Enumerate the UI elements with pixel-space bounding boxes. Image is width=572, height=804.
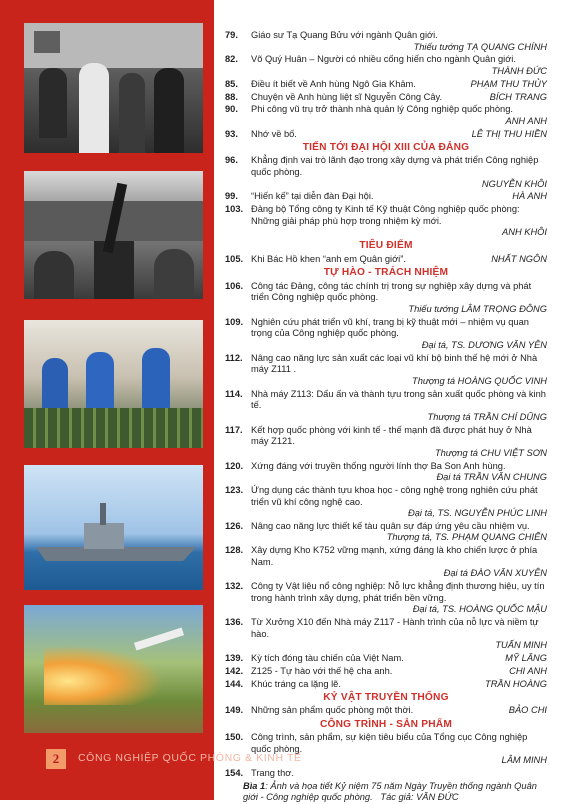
cover-credit <box>243 781 547 804</box>
left-photo-column <box>0 0 214 800</box>
list-item[interactable]: 117. Kết hợp quốc phòng với kinh tế - thế mạnh đã được phát huy ở Nhà máy Z121. Thượng tá CHU VIỆT SƠN <box>225 424 547 458</box>
list-item[interactable]: 154. Trang thơ. <box>225 768 294 779</box>
section-heading: CÔNG TRÌNH - SẢN PHẨM <box>319 718 453 730</box>
photo-workers-with-bottles <box>24 320 203 448</box>
list-item[interactable]: 93. LÊ THỊ THU HIỀN Nhớ về bố. <box>225 128 547 139</box>
photo-warship <box>24 465 203 590</box>
list-item[interactable]: 136. Từ Xưởng X10 đến Nhà máy Z117 - Hành trình của nỗ lực và niềm tự hào. TUẤN MINH <box>225 617 547 651</box>
cover-author: Tác giả: VĂN ĐỨC <box>380 792 459 803</box>
photo-ho-chi-minh-with-workers <box>24 23 203 153</box>
list-item[interactable]: 128. Xây dựng Kho K752 vững mạnh, xứng đáng là kho chiến lược ở phía Nam. Đại tá ĐÀO VĂN XUYÊN <box>225 545 547 579</box>
table-of-contents <box>225 30 547 804</box>
list-item[interactable]: 132. Công ty Vật liệu nổ công nghiệp: Nỗ lực khẳng định thương hiệu, uy tín trong hành trình xây dựng, phát triển bền vững. Đại tá, TS. HOÀNG QUỐC MẬU <box>225 581 547 615</box>
list-item[interactable]: 103. Đảng bộ Tổng công ty Kinh tế Kỹ thuật Công nghiệp quốc phòng: Những giải pháp phù hợp trong nhiệm kỳ mới. ANH KHÔI <box>225 204 547 238</box>
list-item[interactable]: 142. CHI ANH Z125 - Tự hào với thế hệ cha anh. <box>225 665 547 676</box>
list-item[interactable]: 79. Giáo sư Tạ Quang Bửu với ngành Quân giới. Thiếu tướng TẠ QUANG CHÍNH <box>225 30 547 52</box>
photo-missile-launch <box>24 605 203 733</box>
list-item[interactable]: 149. BẢO CHI Những sản phẩm quốc phòng một thời. <box>225 705 547 716</box>
list-item[interactable]: 90. Phi công vũ trụ trở thành nhà quản lý Công nghiệp quốc phòng. ANH ANH <box>225 104 547 126</box>
list-item[interactable]: 144. TRẦN HOÀNG Khúc tráng ca lặng lẽ. <box>225 678 547 689</box>
cover-text: : Ảnh và họa tiết Kỷ niệm 75 năm Ngày Truyền thống ngành Quân giới - Công nghiệp quốc phòng. <box>243 780 537 803</box>
list-item[interactable]: 105. NHẤT NGÔN Khi Bác Hồ khen “anh em Quân giới”. <box>225 254 547 264</box>
page-number: 2 <box>46 749 66 769</box>
list-item[interactable]: 96. Khẳng định vai trò lãnh đạo trong xây dựng và phát triển Công nghiệp quốc phòng. NGUYỄN KHÔI <box>225 155 547 189</box>
section-heading: TIẾN TỚI ĐẠI HỘI XIII CỦA ĐẢNG <box>302 141 470 153</box>
list-item[interactable]: 99. HÀ ANH “Hiến kế” tại diễn đàn Đại hội. <box>225 191 547 202</box>
list-item[interactable]: 120. Xứng đáng với truyền thống người lính thợ Ba Son Anh hùng. Đại tá TRẦN VĂN CHUNG <box>225 460 547 483</box>
list-item[interactable]: 139. MỸ LĂNG Kỳ tích đóng tàu chiến của Việt Nam. <box>225 653 547 664</box>
section-heading: TỰ HÀO - TRÁCH NHIỆM <box>323 267 449 279</box>
magazine-name: CÔNG NGHIỆP QUỐC PHÒNG & KINH TẾ <box>78 752 302 764</box>
section-heading: TIÊU ĐIỂM <box>359 240 413 252</box>
list-item[interactable]: 82. Võ Quý Huân – Người có nhiều cống hiến cho ngành Quân giới. THÀNH ĐỨC <box>225 54 547 76</box>
list-item[interactable]: 109. Nghiên cứu phát triển vũ khí, trang bị kỹ thuật mới – nhiệm vụ quan trọng của Công nghiệp quốc phòng. Đại tá, TS. DƯƠNG VĂN YÊN <box>225 316 547 350</box>
list-item[interactable]: 112. Nâng cao năng lực sản xuất các loại vũ khí bộ binh thế hệ mới ở Nhà máy Z111 . Thượng tá HOÀNG QUỐC VINH <box>225 352 547 386</box>
section-heading: KỶ VẬT TRUYỀN THỐNG <box>323 691 449 703</box>
cover-label: Bìa 1 <box>243 780 266 791</box>
list-item[interactable]: 88. BÍCH TRANG Chuyện về Anh hùng liệt sĩ Nguyễn Công Cây. <box>225 91 547 102</box>
list-item[interactable]: 123. Ứng dụng các thành tựu khoa học - công nghệ trong nghiên cứu phát triển vũ khí công nghệ cao. Đại tá, TS. NGUYỄN PHÚC LINH <box>225 484 547 519</box>
list-item[interactable]: 85. PHẠM THU THỦY Điều ít biết về Anh hùng Ngô Gia Khảm. <box>225 78 547 89</box>
list-item[interactable]: 150. Công trình, sản phẩm, sự kiện tiêu biểu của Tổng cục Công nghiệp quốc phòng. LÂM MINH <box>225 732 547 766</box>
list-item[interactable]: 106. Công tác Đảng, công tác chính trị trong sự nghiệp xây dựng và phát triển Công nghiệp quốc phòng. Thiếu tướng LÂM TRỌNG ĐÔNG <box>225 280 547 314</box>
photo-mortar-crowd <box>24 171 203 299</box>
list-item[interactable]: 114. Nhà máy Z113: Dấu ấn và thành tựu trong sản xuất quốc phòng và kinh tế. Thượng tá TRẦN CHÍ DŨNG <box>225 388 547 422</box>
list-item[interactable]: 126. Nâng cao năng lực thiết kế tàu quân sự đáp ứng yêu cầu nhiệm vụ. Thượng tá, TS. PHẠM QUANG CHIẾN <box>225 520 547 543</box>
